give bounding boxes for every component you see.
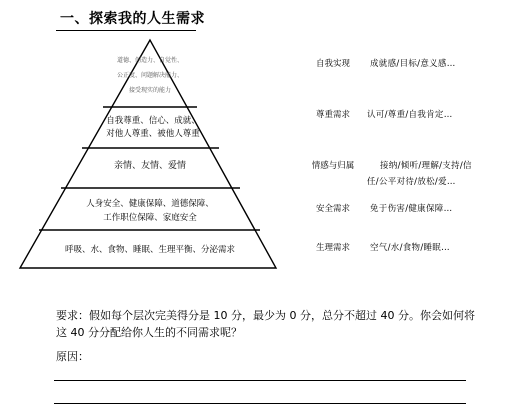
- need-name: 安全需求: [315, 204, 350, 214]
- need-description: 成就感/目标/意义感…: [370, 59, 456, 69]
- pyramid-text: 亲情、友情、爱情: [113, 161, 186, 171]
- pyramid-text: 接受现实的能力: [128, 87, 171, 94]
- need-description: 空气/水/食物/睡眠…: [370, 243, 450, 253]
- pyramid-level-self-actualization: [100, 53, 200, 98]
- need-name: 生理需求: [315, 243, 350, 253]
- pyramid-text: 道德、创造力、自觉性、: [116, 57, 183, 64]
- pyramid-text: 工作职位保障、家庭安全: [103, 213, 197, 223]
- pyramid-level-physiological: [30, 245, 270, 256]
- need-name: 自我实现: [315, 59, 350, 69]
- pyramid-level-safety: [50, 197, 250, 225]
- pyramid-level-belonging: [80, 160, 220, 172]
- need-name: 情感与归属: [311, 161, 355, 171]
- need-description: 免于伤害/健康保障…: [370, 204, 453, 214]
- need-description: 接纳/倾听/理解/支持/信: [380, 161, 472, 171]
- reason-label: 原因：: [56, 350, 89, 363]
- need-name: 尊重需求: [315, 110, 350, 120]
- need-description: 认可/尊重/自我肯定…: [367, 110, 453, 120]
- pyramid-text: 自我尊重、信心、成就、: [106, 116, 200, 126]
- pyramid-text: 呼吸、水、食物、睡眠、生理平衡、分泌需求: [64, 245, 235, 255]
- section-title: 一、探索我的人生需求: [60, 11, 205, 27]
- pyramid-text: 对他人尊重、被他人尊重: [106, 129, 200, 139]
- need-description: 任/公平对待/放松/爱…: [367, 177, 456, 187]
- pyramid-text: 人身安全、健康保障、道德保障、: [86, 199, 214, 209]
- answer-line[interactable]: [54, 403, 466, 404]
- pyramid-text: 公正度、问题解决能力、: [116, 72, 183, 79]
- requirement-text: 要求：假如每个层次完美得分是 10 分，最少为 0 分，总分不超过 40 分。你会如何将这 40 分分配给你人生的不同需求呢？: [56, 309, 475, 339]
- pyramid-level-esteem: [88, 115, 218, 141]
- answer-line[interactable]: [54, 380, 466, 381]
